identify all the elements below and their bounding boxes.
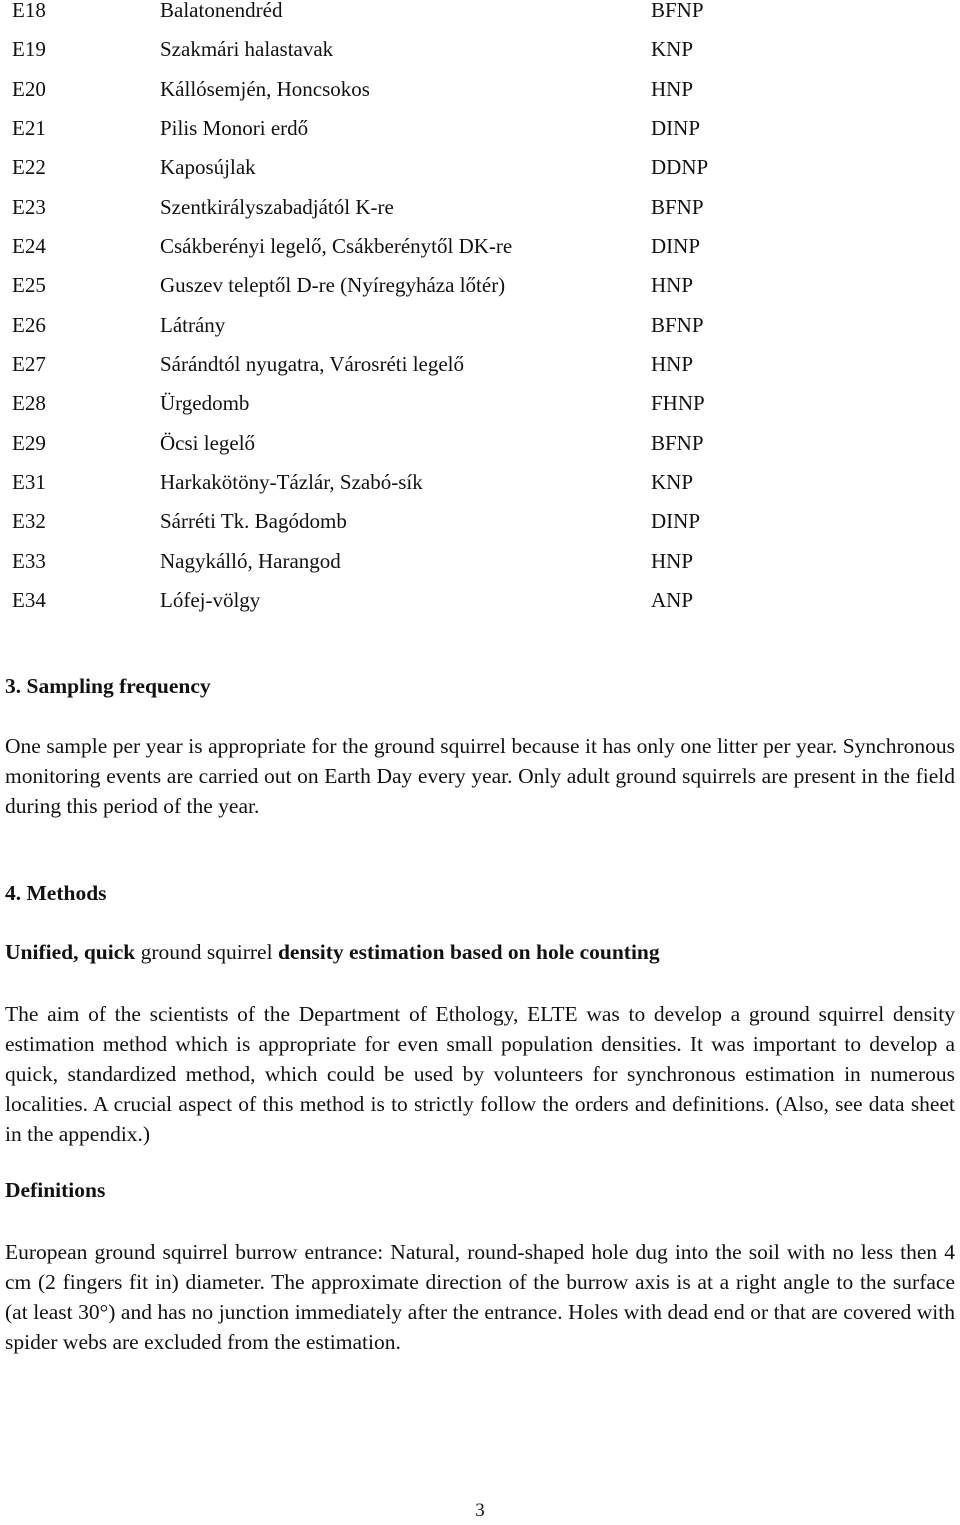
site-code: E23: [12, 194, 46, 219]
sampling-frequency-paragraph: One sample per year is appropriate for the ground squirrel because it has only one litter per year. Synchronous monitoring events are carried out on Earth Day every year. Only adult ground squirrels are present in the field during this period of the year.: [5, 734, 955, 818]
table-row: [12, 345, 932, 384]
national-park-code: DDNP: [651, 155, 709, 180]
site-code: E24: [12, 234, 46, 259]
table-row: [12, 306, 932, 345]
table-row: [12, 109, 932, 148]
national-park-code: KNP: [651, 470, 694, 495]
site-code: E20: [12, 76, 46, 101]
national-park-code: DINP: [651, 509, 701, 534]
site-name: Lófej-völgy: [160, 588, 261, 613]
site-code: E26: [12, 312, 46, 337]
site-code: E21: [12, 116, 46, 141]
table-row: [12, 0, 932, 30]
section-heading-methods: 4. Methods: [5, 881, 107, 905]
site-code: E22: [12, 155, 46, 180]
subheading-bold-part1: Unified, quick: [5, 940, 136, 964]
site-code: E27: [12, 352, 46, 377]
national-park-code: BFNP: [651, 430, 704, 455]
site-name: Szentkirályszabadjától K-re: [160, 194, 394, 219]
table-row: [12, 384, 932, 423]
site-code: E33: [12, 548, 46, 573]
national-park-code: DINP: [651, 234, 701, 259]
site-name: Balatonendréd: [160, 0, 283, 23]
national-park-code: HNP: [651, 273, 694, 298]
site-name: Kállósemjén, Honcsokos: [160, 76, 370, 101]
subheading-bold-part2: density estimation based on hole counting: [277, 940, 660, 964]
page-number: 3: [475, 1500, 485, 1521]
site-code: E19: [12, 37, 46, 62]
site-code: E25: [12, 273, 46, 298]
methods-subheading: [5, 940, 955, 965]
national-park-code: FHNP: [651, 391, 705, 416]
site-name: Nagykálló, Harangod: [160, 548, 341, 573]
definitions-paragraph: European ground squirrel burrow entrance: Natural, round-shaped hole dug into the soil with no less then 4 cm (2 fingers fit in) diameter. The approximate direction of the burrow axis is at a right angle to the surface (at least 30°) and has no junction immediately after the entrance. Holes with dead end or that are covered with spider webs are excluded from the estimation.: [5, 1240, 955, 1354]
site-name: Pilis Monori erdő: [160, 116, 309, 141]
table-row: [12, 148, 932, 187]
section-heading-sampling-frequency: 3. Sampling frequency: [5, 674, 211, 698]
site-rows: [12, 0, 932, 620]
table-row: [12, 502, 932, 541]
table-row: [12, 542, 932, 581]
national-park-code: DINP: [651, 116, 701, 141]
table-row: [12, 70, 932, 109]
site-name: Csákberényi legelő, Csákberénytől DK-re: [160, 234, 513, 259]
table-row: [12, 227, 932, 266]
national-park-code: BFNP: [651, 312, 704, 337]
table-row: [12, 463, 932, 502]
section-heading-definitions: Definitions: [5, 1178, 106, 1202]
site-name: Sárándtól nyugatra, Városréti legelő: [160, 352, 465, 377]
site-name: Öcsi legelő: [160, 430, 256, 455]
table-row: [12, 30, 932, 69]
site-code: E29: [12, 430, 46, 455]
national-park-code: HNP: [651, 76, 694, 101]
national-park-code: BFNP: [651, 0, 704, 23]
national-park-code: HNP: [651, 352, 694, 377]
site-code: E28: [12, 391, 46, 416]
site-code: E32: [12, 509, 46, 534]
site-code: E18: [12, 0, 46, 23]
site-code: E31: [12, 470, 46, 495]
site-name: Látrány: [160, 312, 226, 337]
national-park-code: BFNP: [651, 194, 704, 219]
national-park-code: KNP: [651, 37, 694, 62]
subheading-regular-part: ground squirrel: [135, 940, 278, 964]
national-park-code: ANP: [651, 588, 694, 613]
monitoring-sites-table: [12, 0, 932, 620]
site-name: Ürgedomb: [160, 391, 250, 416]
site-name: Harkakötöny-Tázlár, Szabó-sík: [160, 470, 423, 495]
methods-paragraph: The aim of the scientists of the Department of Ethology, ELTE was to develop a ground squirrel density estimation method which is appropriate for even small population densities. It was important to develop a quick, standardized method, which could be used by volunteers for synchronous estimation in numerous localities. A crucial aspect of this method is to strictly follow the orders and definitions. (Also, see data sheet in the appendix.): [5, 1002, 955, 1146]
site-name: Sárréti Tk. Bagódomb: [160, 509, 347, 534]
site-name: Szakmári halastavak: [160, 37, 334, 62]
table-row: [12, 424, 932, 463]
national-park-code: HNP: [651, 548, 694, 573]
site-code: E34: [12, 588, 46, 613]
table-row: [12, 266, 932, 305]
site-name: Guszev teleptől D-re (Nyíregyháza lőtér): [160, 273, 506, 298]
table-row: [12, 581, 932, 620]
site-name: Kaposújlak: [160, 155, 256, 180]
table-row: [12, 188, 932, 227]
